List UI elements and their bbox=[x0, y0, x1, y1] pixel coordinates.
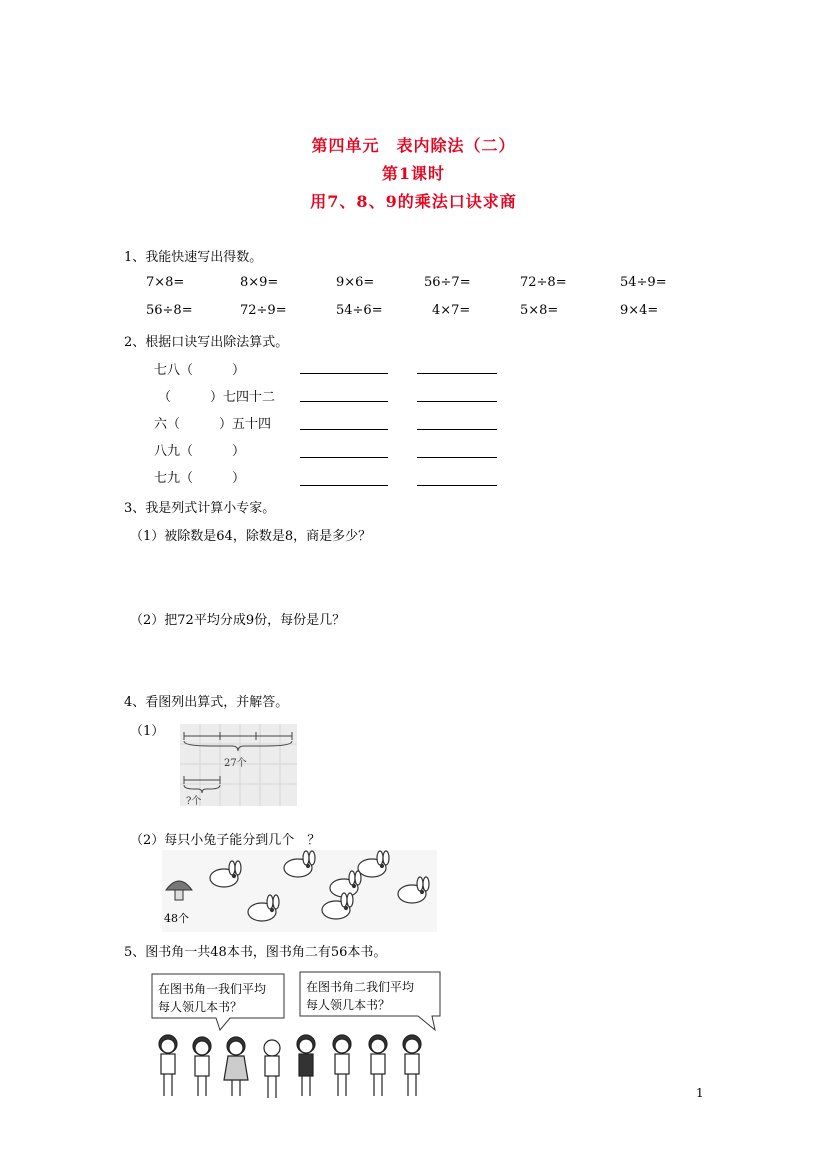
bubble1-line1: 在图书角一我们平均 bbox=[158, 982, 267, 996]
q2-item: 七九（ ） bbox=[154, 471, 246, 486]
bubble2-line1: 在图书角二我们平均 bbox=[306, 980, 415, 994]
child-icon bbox=[193, 1037, 211, 1096]
rabbit-icon bbox=[358, 851, 389, 877]
page-number: 1 bbox=[696, 1086, 704, 1100]
q1-problem: 72÷8= bbox=[520, 275, 567, 290]
q1-problem: 54÷9= bbox=[620, 275, 667, 290]
q5-heading: 5、图书角一共48本书，图书角二有56本书。 bbox=[124, 945, 387, 960]
q4-sub2: （2）每只小兔子能分到几个 ？ bbox=[130, 833, 321, 848]
q1-problem: 7×8= bbox=[146, 275, 185, 290]
q3-sub1: （1）被除数是64，除数是8，商是多少？ bbox=[130, 529, 372, 544]
child-icon bbox=[369, 1035, 387, 1096]
rabbits-illustration bbox=[162, 850, 437, 932]
q1-problem: 72÷9= bbox=[240, 303, 287, 318]
q2-item: 八九（ ） bbox=[154, 444, 246, 459]
rabbits-figure bbox=[162, 850, 437, 932]
child-icon bbox=[333, 1035, 351, 1096]
answer-line[interactable] bbox=[300, 373, 388, 374]
answer-line[interactable] bbox=[417, 401, 497, 402]
q1-problem: 9×6= bbox=[336, 275, 375, 290]
rabbit-icon bbox=[398, 877, 429, 903]
answer-line[interactable] bbox=[417, 457, 497, 458]
q1-problem: 56÷7= bbox=[424, 275, 471, 290]
rabbit-icon bbox=[284, 851, 315, 877]
students-figure bbox=[150, 970, 445, 1110]
answer-line[interactable] bbox=[300, 485, 388, 486]
child-icon bbox=[224, 1037, 248, 1096]
q1-problem: 5×8= bbox=[520, 303, 559, 318]
q3-heading: 3、我是列式计算小专家。 bbox=[124, 501, 276, 516]
q2-item: （ ）七四十二 bbox=[158, 390, 276, 405]
answer-line[interactable] bbox=[300, 429, 388, 430]
child-icon bbox=[159, 1035, 177, 1096]
q2-item: 七八（ ） bbox=[154, 363, 246, 378]
q1-problem: 9×4= bbox=[620, 303, 659, 318]
mushroom-count-label: 48个 bbox=[164, 912, 189, 925]
bar-part-label: ?个 bbox=[186, 796, 202, 807]
q1-heading: 1、我能快速写出得数。 bbox=[124, 250, 263, 265]
bubble1-line2: 每人领几本书？ bbox=[158, 1000, 243, 1014]
child-icon bbox=[264, 1040, 280, 1098]
rabbit-icon bbox=[248, 895, 279, 921]
child-icon bbox=[297, 1035, 315, 1096]
bar-model-figure bbox=[180, 724, 297, 806]
q2-heading: 2、根据口诀写出除法算式。 bbox=[124, 335, 289, 350]
q1-problem: 54÷6= bbox=[336, 303, 383, 318]
bubble2-line2: 每人领几本书？ bbox=[306, 998, 391, 1012]
q3-sub2: （2）把72平均分成9份，每份是几？ bbox=[130, 613, 346, 628]
child-icon bbox=[403, 1035, 421, 1096]
q1-problem: 8×9= bbox=[240, 275, 279, 290]
answer-line[interactable] bbox=[417, 373, 497, 374]
rabbit-icon bbox=[210, 861, 241, 887]
q2-item: 六（ ）五十四 bbox=[154, 417, 272, 432]
lesson-number: 第1课时 bbox=[381, 164, 446, 183]
lesson-title: 用7、8、9的乘法口诀求商 bbox=[310, 192, 517, 211]
answer-line[interactable] bbox=[300, 401, 388, 402]
bar-total-label: 27个 bbox=[224, 758, 247, 769]
mushroom-icon bbox=[166, 881, 192, 900]
page-title: 第四单元 表内除法（二） bbox=[311, 136, 516, 155]
answer-line[interactable] bbox=[417, 485, 497, 486]
answer-line[interactable] bbox=[417, 429, 497, 430]
q4-sub1: （1） bbox=[130, 724, 165, 739]
q1-problem: 56÷8= bbox=[146, 303, 193, 318]
q4-heading: 4、看图列出算式，并解答。 bbox=[124, 695, 289, 710]
q1-problem: 4×7= bbox=[432, 303, 471, 318]
rabbit-icon bbox=[322, 893, 353, 919]
answer-line[interactable] bbox=[300, 457, 388, 458]
